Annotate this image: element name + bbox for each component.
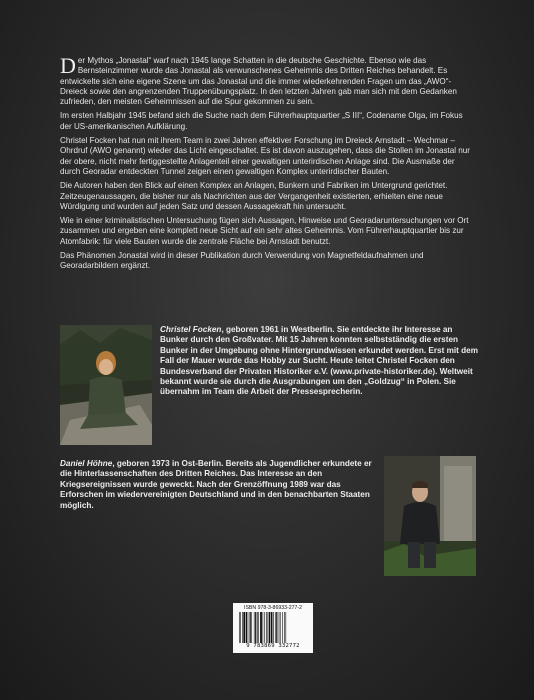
author-name-focken: Christel Focken [160,325,222,334]
barcode-bar [246,612,247,643]
barcode-bar [264,612,265,643]
barcode-bar [257,612,258,643]
barcode-bar [269,612,270,643]
barcode-bars [239,612,307,643]
author-text-focken: , geboren 1961 in Westberlin. Sie entdeckte ihr Interesse an Bunker durch den Großvater. Mit 15 Jahren konnten selbstständig die ersten Bunker in der Umgebung ohne Hintergrundwissen erkundet werden. Erst mit dem Fall der Mauer wurde das Hobby zur Sucht. Heute leitet Christel Focken den Bundesverband der Privaten Historiker e.V. (www.private-historiker.de). Weltweit bekannt wurde sie durch die Ausgrabungen um den „Goldzug“ in Polen. Sie übernahm im Team die Arbeit der Pressesprecherin. [160,325,478,397]
barcode-bar [243,612,245,643]
isbn-label: ISBN 978-3-86933-277-2 [244,605,302,611]
drop-cap: D [60,53,76,78]
intro-paragraph-1: Der Mythos „Jonastal“ warf nach 1945 lange Schatten in die deutsche Geschichte. Ebenso wie das Bernsteinzimmer wurde das Jonastal als verwunschenes Geheimnis des Dritten Reiches behandelt. Es entwickelte sich eine eigene Szene um das Jonastal und die immer wiederkehrenden Fragen um das „AWO“-Dreieck sowie den angrenzenden Truppenübungsplatz. In den letzten Jahren gab man sich mit dem Gedanken zufrieden, den meisten Geheimnissen auf die Spur gekommen zu sein. [60,53,457,107]
author-bio-hoehne [60,459,376,511]
barcode-bar [248,612,249,643]
barcode-bar [240,612,241,643]
barcode-bar [260,612,262,643]
barcode-bar [255,612,256,643]
barcode-bar [284,612,285,643]
barcode-bar [250,612,251,643]
intro-paragraph-2: Im ersten Halbjahr 1945 befand sich die Suche nach dem Führerhauptquartier „S III“, Codename Olga, im Fokus der US-amerikanischen Aufklärung. [60,111,463,131]
barcode-bar [258,612,259,643]
barcode-digits: 9 783869 332772 [246,643,300,649]
intro-paragraph-6: Das Phänomen Jonastal wird in dieser Publikation durch Verwendung von Magnetfeldaufnahmen und Georadarbildern ergänzt. [60,251,424,271]
barcode-bar [286,612,287,643]
author-text-hoehne: , geboren 1973 in Ost-Berlin. Bereits als Jugendlicher erkundete er die Hinterlassenschaften des Dritten Reiches. Das Interesse an den Kriegsereignissen wurde geweckt. Nach der Grenzöffnung 1989 war das Erforschen im wiedervereinigten Deutschland und in den benachbarten Staaten möglich. [60,459,372,510]
intro-paragraph-4: Die Autoren haben den Blick auf einen Komplex an Anlagen, Bunkern und Fabriken im Untergrund gerichtet. Zeitzeugenaussagen, die bisher nur als Nachrichten aus der Vergangenheit existierten, erhielten eine neue Würdigung und wurden auf jeden Satz und dessen Aussagekraft hin untersucht. [60,181,448,211]
barcode-bar [268,612,269,643]
barcode-bar [251,612,252,643]
intro-text [60,53,474,276]
isbn-barcode [233,603,313,653]
barcode-bar [273,612,274,643]
barcode-bar [242,612,243,643]
barcode-bar [254,612,255,643]
barcode-bar [263,612,264,643]
barcode-bar [280,612,281,643]
author-photo-focken [60,325,152,445]
barcode-bar [282,612,283,643]
author-photo-hoehne [384,456,476,576]
intro-paragraph-5: Wie in einer kriminalistischen Untersuchung fügen sich Aussagen, Hinweise und Georadaruntersuchungen vor Ort zusammen und ergeben eine komplett neue Sicht auf ein sehr altes Geheimnis. Vom Führerhauptquartier bis zur Atomfabrik: für viele Bauten wurde die zentrale Fläche bei Arnstadt benutzt. [60,216,469,246]
barcode-bar [239,612,240,643]
barcode-bar [266,612,267,643]
author-name-hoehne: Daniel Höhne [60,459,113,468]
barcode-bar [276,612,277,643]
intro-paragraph-3: Christel Focken hat nun mit ihrem Team in zwei Jahren effektiver Forschung im Dreieck Arnstadt – Wechmar – Ohrdruf (AWO genannt) wieder das Licht eingeschaltet. Es ist davon auszugehen, dass die Stollen im Jonastal nur der obere, nicht mehr fertiggestellte Anlagenteil einer gewaltigen unterirdischen Anlage sind. Die Ausmaße der durch Georadar entdeckten Tunnel zeigen einen gewaltigen Komplex unterirdischer Bauten. [60,136,471,176]
barcode-bar [279,612,280,643]
author-bio-focken [160,325,478,398]
barcode-bar [271,612,273,643]
barcode-bar [275,612,276,643]
